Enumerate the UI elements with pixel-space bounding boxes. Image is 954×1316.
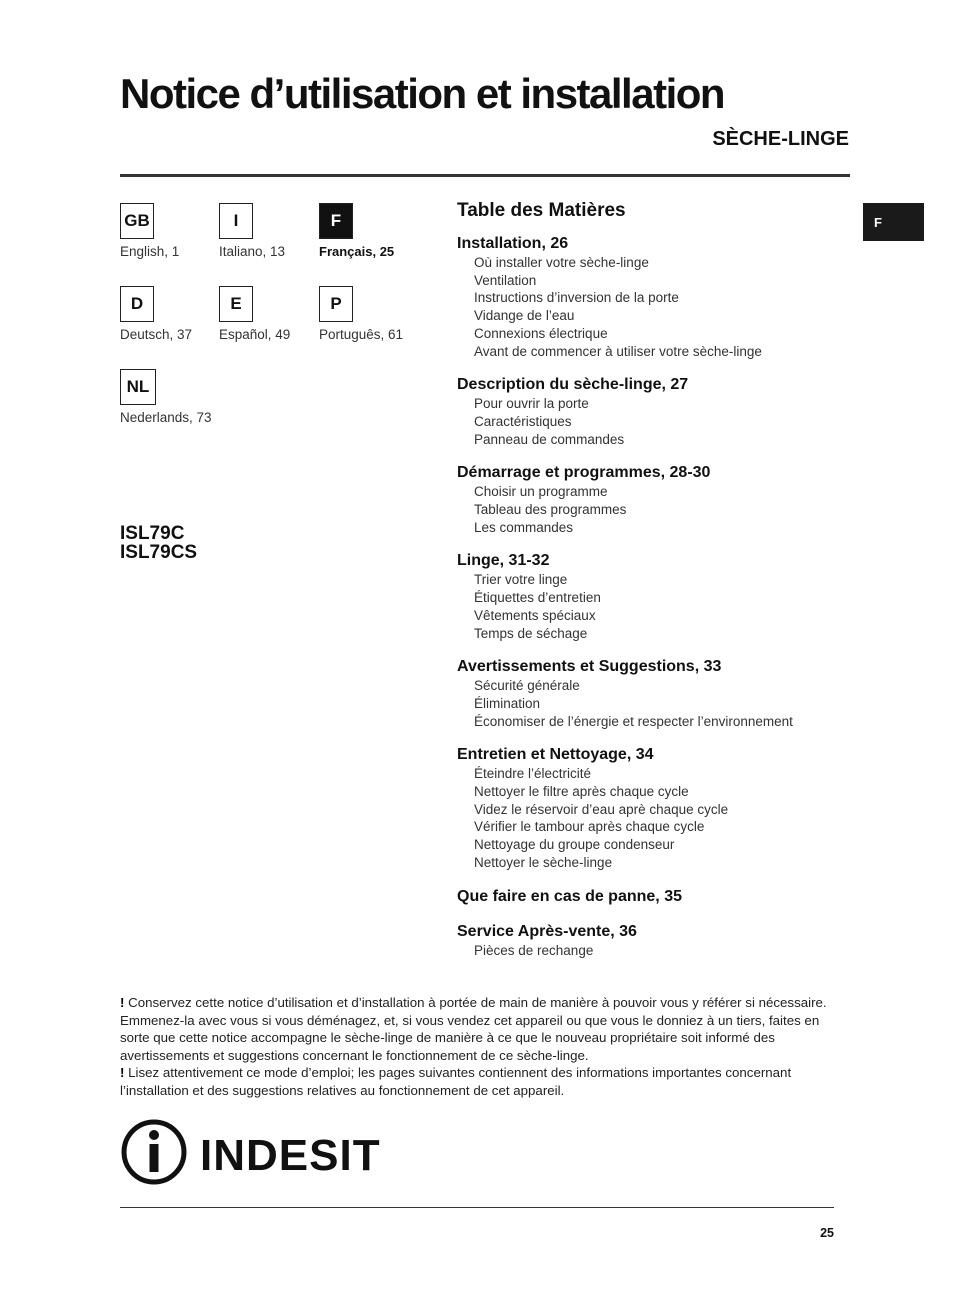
toc-section xyxy=(457,657,847,730)
language-p[interactable] xyxy=(319,286,429,342)
top-divider xyxy=(120,174,850,177)
toc-item: Vêtements spéciaux xyxy=(474,607,596,623)
toc-item: Nettoyer le filtre après chaque cycle xyxy=(474,784,689,800)
toc-section-title[interactable]: Installation, 26 xyxy=(457,235,569,252)
language-i[interactable] xyxy=(219,203,329,259)
language-code: F xyxy=(319,203,353,239)
notice-paragraph xyxy=(120,994,845,1064)
toc-item: Ventilation xyxy=(474,272,537,288)
toc-section xyxy=(457,375,847,448)
toc-section-title[interactable]: Entretien et Nettoyage, 34 xyxy=(457,746,654,764)
language-name: English, 1 xyxy=(120,244,180,259)
language-e[interactable] xyxy=(219,286,329,342)
notice-text: Conservez cette notice d’utilisation et d’installation à portée de main de manière à pouvoir vous y référer si nécessaire. Emmenez-la avec vous si vous déménagez, et, si vous vendez cet appareil ou que vous le donniez à un tiers, faites en sorte que cette notice accompagne le sèche-linge de manière à ce que le nouveau propriétaire soit informé des avertissements et suggestions concernant le fonctionnement de ce sèche-linge. xyxy=(120,995,827,1063)
toc-heading: Table des Matières xyxy=(457,200,626,221)
toc-section xyxy=(457,887,847,907)
toc-item: Pour ouvrir la porte xyxy=(474,396,589,412)
notice-paragraphs xyxy=(120,994,845,1099)
toc-item: Instructions d’inversion de la porte xyxy=(474,290,679,306)
toc-item: Caractéristiques xyxy=(474,413,572,429)
toc-item: Élimination xyxy=(474,695,541,711)
notice-text: Lisez attentivement ce mode d’emploi; les pages suivantes contiennent des informations importantes concernant l’installation et des suggestions relatives au fonctionnement de cet appareil. xyxy=(120,1065,792,1098)
toc-section xyxy=(457,463,847,536)
language-gb[interactable] xyxy=(120,203,230,259)
toc-section-title[interactable]: Avertissements et Suggestions, 33 xyxy=(457,658,722,676)
language-name: Deutsch, 37 xyxy=(120,327,193,342)
toc-item: Vérifier le tambour après chaque cycle xyxy=(474,819,705,835)
table-of-contents xyxy=(457,200,847,974)
page-title: Notice d’utilisation et installation xyxy=(120,70,725,117)
warning-mark: ! xyxy=(120,995,125,1010)
toc-item: Nettoyage du groupe condenseur xyxy=(474,837,675,853)
language-name: Italiano, 13 xyxy=(219,244,286,259)
toc-item: Avant de commencer à utiliser votre sèche-linge xyxy=(474,343,762,359)
language-code: E xyxy=(219,286,253,322)
notice-paragraph xyxy=(120,1064,845,1099)
toc-item: Où installer votre sèche-linge xyxy=(474,255,649,270)
toc-section-title[interactable]: Démarrage et programmes, 28-30 xyxy=(457,464,711,482)
toc-item: Étiquettes d’entretien xyxy=(474,590,601,606)
language-name: Nederlands, 73 xyxy=(120,410,212,425)
language-f[interactable] xyxy=(319,203,429,259)
toc-section-title[interactable]: Que faire en cas de panne, 35 xyxy=(457,887,682,905)
toc-item: Choisir un programme xyxy=(474,484,608,500)
language-code: GB xyxy=(120,203,154,239)
toc-section xyxy=(457,745,847,871)
toc-item: Les commandes xyxy=(474,519,574,535)
model-number: ISL79CS xyxy=(120,542,198,563)
indesit-logo xyxy=(120,1118,380,1193)
language-name: Français, 25 xyxy=(319,244,395,259)
side-language-tab: F xyxy=(863,203,924,241)
model-number: ISL79C xyxy=(120,523,185,544)
toc-section xyxy=(457,234,847,360)
language-code: NL xyxy=(120,369,156,405)
page-subtitle: SÈCHE-LINGE xyxy=(712,128,849,150)
toc-item: Tableau des programmes xyxy=(474,502,627,518)
language-code: D xyxy=(120,286,154,322)
language-code: I xyxy=(219,203,253,239)
indesit-logo-icon xyxy=(120,1118,380,1188)
toc-item: Panneau de commandes xyxy=(474,431,625,447)
toc-section xyxy=(457,922,847,960)
model-numbers xyxy=(120,524,197,562)
toc-item: Trier votre linge xyxy=(474,572,568,588)
language-name: Português, 61 xyxy=(319,327,404,342)
toc-section-title[interactable]: Service Après-vente, 36 xyxy=(457,922,637,940)
toc-section xyxy=(457,551,847,642)
toc-item: Sécurité générale xyxy=(474,678,580,694)
language-name: Español, 49 xyxy=(219,327,291,342)
language-code: P xyxy=(319,286,353,322)
toc-item: Nettoyer le sèche-linge xyxy=(474,854,613,870)
toc-item: Vidange de l’eau xyxy=(474,308,575,324)
language-d[interactable] xyxy=(120,286,230,342)
toc-item: Connexions électrique xyxy=(474,325,608,341)
language-nl[interactable] xyxy=(120,369,230,425)
page-number: 25 xyxy=(820,1226,834,1240)
warning-mark: ! xyxy=(120,1065,125,1080)
logo-wordmark: INDESIT xyxy=(200,1131,380,1180)
toc-item: Économiser de l’énergie et respecter l’environnement xyxy=(474,713,793,729)
bottom-divider xyxy=(120,1207,834,1208)
toc-item: Pièces de rechange xyxy=(474,942,594,958)
toc-item: Videz le réservoir d’eau aprè chaque cycle xyxy=(474,801,729,817)
toc-item: Temps de séchage xyxy=(474,625,588,641)
toc-section-title[interactable]: Description du sèche-linge, 27 xyxy=(457,376,689,394)
toc-section-title[interactable]: Linge, 31-32 xyxy=(457,552,550,570)
toc-item: Éteindre l’électricité xyxy=(474,766,592,782)
